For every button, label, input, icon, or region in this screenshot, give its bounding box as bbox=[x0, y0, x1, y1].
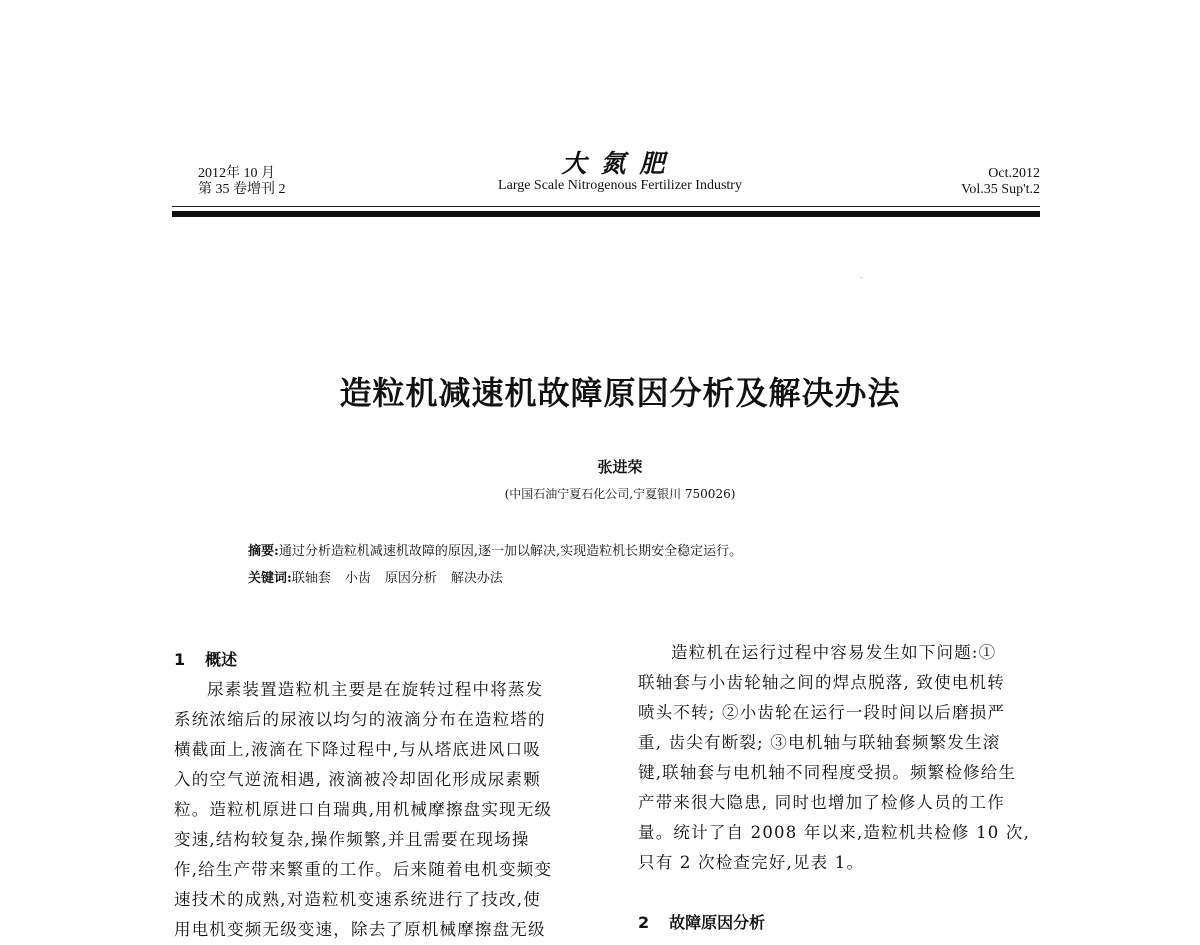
section-title: 故障原因分析 bbox=[669, 913, 766, 932]
section-gap bbox=[638, 878, 1042, 908]
paragraph-line: 重, 齿尖有断裂; ③电机轴与联轴套频繁发生滚 bbox=[638, 733, 1001, 752]
header-rule-thick bbox=[172, 211, 1040, 217]
abstract bbox=[248, 543, 742, 561]
header-issue-date-cn bbox=[198, 166, 286, 198]
keywords bbox=[248, 570, 517, 588]
paragraph-line: 入的空气逆流相遇, 液滴被冷却固化形成尿素颗 bbox=[174, 770, 541, 789]
journal-title-en: Large Scale Nitrogenous Fertilizer Industry bbox=[498, 178, 742, 193]
keyword: 联轴套 bbox=[291, 571, 331, 586]
section-heading-1 bbox=[174, 645, 609, 675]
paragraph-line: 作,给生产带来繁重的工作。后来随着电机变频变 bbox=[174, 860, 553, 879]
paragraph-line: 尿素装置造粒机主要是在旋转过程中将蒸发 bbox=[207, 680, 544, 699]
header-date-en: Oct.2012 bbox=[988, 166, 1040, 181]
journal-title-cn: 大氮肥 bbox=[561, 149, 679, 178]
section-number: 2 bbox=[638, 913, 650, 932]
article-title: 造粒机减速机故障原因分析及解决办法 bbox=[339, 374, 901, 412]
paragraph-line: 只有 2 次检查完好,见表 1。 bbox=[638, 853, 865, 872]
section-number: 1 bbox=[174, 650, 186, 669]
paragraph-line: 键,联轴套与电机轴不同程度受损。频繁检修给生 bbox=[638, 763, 1017, 782]
section-title: 概述 bbox=[205, 650, 238, 669]
paragraph-line: 产带来很大隐患, 同时也增加了检修人员的工作 bbox=[638, 793, 1005, 812]
abstract-text: 通过分析造粒机减速机故障的原因,逐一加以解决,实现造粒机长期安全稳定运行。 bbox=[278, 544, 743, 559]
keyword: 小齿 bbox=[344, 571, 371, 586]
paragraph-line: 用电机变频无级变速，除去了原机械摩擦盘无级 bbox=[174, 920, 546, 939]
paragraph-line: 喷头不转; ②小齿轮在运行一段时间以后磨损严 bbox=[638, 703, 1006, 722]
paragraph-line: 横截面上,液滴在下降过程中,与从塔底进风口吸 bbox=[174, 740, 541, 759]
paragraph-line: 速技术的成熟,对造粒机变速系统进行了技改,使 bbox=[174, 890, 541, 909]
paragraph-line: 粒。造粒机原进口自瑞典,用机械摩擦盘实现无级 bbox=[174, 800, 553, 819]
paragraph-line: 联轴套与小齿轮轴之间的焊点脱落, 致使电机转 bbox=[638, 673, 1005, 692]
scan-speck bbox=[861, 277, 862, 278]
abstract-label: 摘要: bbox=[248, 544, 279, 559]
body-left-column bbox=[174, 645, 609, 945]
article-author: 张进荣 bbox=[597, 458, 643, 476]
keyword: 原因分析 bbox=[384, 571, 437, 586]
header-rule-thin bbox=[172, 206, 1040, 207]
header-volume-en: Vol.35 Sup't.2 bbox=[961, 182, 1040, 197]
keyword: 解决办法 bbox=[450, 571, 503, 586]
paragraph-line: 变速,结构较复杂,操作频繁,并且需要在现场操 bbox=[174, 830, 530, 849]
paragraph-line: 系统浓缩后的尿液以均匀的液滴分布在造粒塔的 bbox=[174, 710, 546, 729]
paragraph-line: 造粒机在运行过程中容易发生如下问题:① bbox=[671, 643, 997, 662]
article-affiliation: (中国石油宁夏石化公司,宁夏银川 750026) bbox=[504, 487, 736, 501]
header-issue-date-en bbox=[961, 166, 1040, 198]
header-volume-cn: 第 35 卷增刊 2 bbox=[198, 182, 286, 197]
journal-masthead bbox=[420, 150, 820, 194]
section-heading-2 bbox=[638, 908, 1042, 938]
paragraph-line: 量。统计了自 2008 年以来,造粒机共检修 10 次, bbox=[638, 823, 1031, 842]
header-date-cn: 2012年 10 月 bbox=[198, 166, 275, 181]
keywords-label: 关键词: bbox=[248, 571, 292, 586]
body-right-column bbox=[638, 638, 1042, 938]
